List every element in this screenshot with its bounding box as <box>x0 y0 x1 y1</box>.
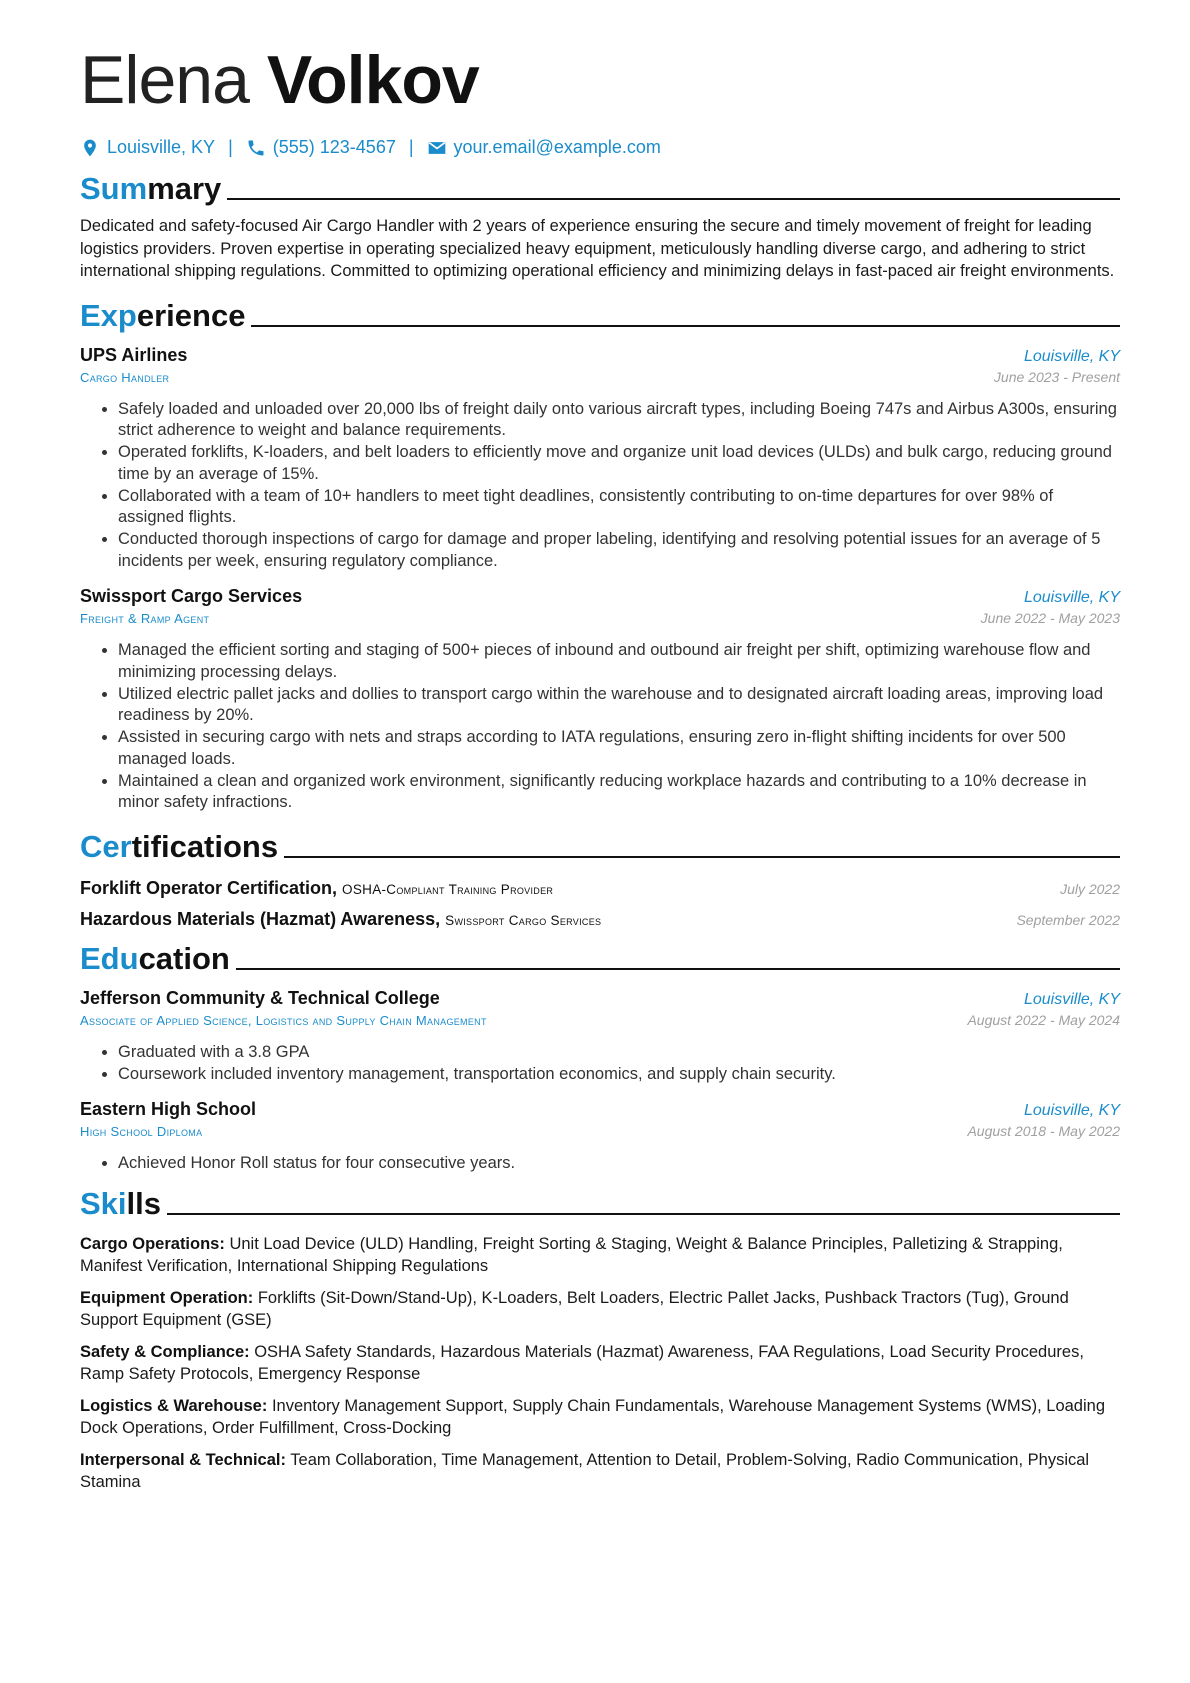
certification-date: July 2022 <box>1060 880 1120 897</box>
bullet-list <box>80 1042 1120 1086</box>
candidate-name <box>80 40 1120 120</box>
skills-list <box>80 1233 1120 1494</box>
bullet-item: • Achieved Honor Roll status for four consecutive years. <box>118 1153 1120 1175</box>
entry-location: Louisville, KY <box>1023 990 1120 1008</box>
contact-separator: | <box>408 137 414 157</box>
section-title: Summary <box>80 171 222 206</box>
experience-list <box>80 345 1120 814</box>
education-heading <box>80 936 1120 976</box>
contact-bar <box>80 137 1120 158</box>
certification-issuer: Swissport Cargo Services <box>445 912 602 928</box>
contact-phone[interactable] <box>246 137 396 158</box>
experience-entry <box>80 345 1120 573</box>
experience-heading <box>80 293 1120 333</box>
entry-location: Louisville, KY <box>1023 347 1120 365</box>
certification-entry: Hazardous Materials (Hazmat) Awareness, Swissport Cargo Services September 2022 <box>80 908 1120 929</box>
phone-text: (555) 123-4567 <box>272 137 396 157</box>
skill-category: Logistics & Warehouse: <box>80 1396 268 1415</box>
certification-entry: Forklift Operator Certification, OSHA-Compliant Training Provider July 2022 <box>80 877 1120 898</box>
last-name: Volkov <box>266 42 479 118</box>
skill-category: Equipment Operation: <box>80 1288 254 1307</box>
resume-page <box>80 0 1120 1494</box>
skill-values: Team Collaboration, Time Management, Attention to Detail, Problem-Solving, Radio Communication, Physical Stamina <box>80 1450 1090 1491</box>
degree-title: High School Diploma <box>80 1124 203 1139</box>
section-title: Experience <box>80 297 246 333</box>
bullet-item: • Utilized electric pallet jacks and dollies to transport cargo within the warehouse and to designated aircraft loading areas, improving load readiness by 20%. <box>118 684 1120 727</box>
summary-heading <box>80 166 1120 206</box>
section-divider <box>284 856 1120 858</box>
section-divider <box>251 325 1120 327</box>
skill-category: Safety & Compliance: <box>80 1342 250 1361</box>
bullet-item: • Coursework included inventory management, transportation economics, and supply chain security. <box>118 1064 1120 1086</box>
section-divider <box>167 1213 1120 1215</box>
section-title: Certifications <box>80 828 279 864</box>
bullet-item: • Operated forklifts, K-loaders, and belt loaders to efficiently move and organize unit load devices (ULDs) and bulk cargo, reducing ground time by an average of 15%. <box>118 442 1120 485</box>
skill-group <box>80 1449 1120 1494</box>
entry-location: Louisville, KY <box>1023 589 1120 606</box>
bullet-item: • Graduated with a 3.8 GPA <box>118 1042 1120 1064</box>
section-divider <box>227 198 1120 200</box>
bullet-item: • Assisted in securing cargo with nets and straps according to IATA regulations, ensuring zero in-flight shifting incidents for over 500 managed loads. <box>118 727 1120 770</box>
envelope-icon <box>427 138 447 158</box>
entry-dates: August 2018 - May 2022 <box>967 1123 1120 1139</box>
degree-title: Associate of Applied Science, Logistics and Supply Chain Management <box>80 1012 487 1028</box>
experience-entry <box>80 586 1120 814</box>
skill-group <box>80 1341 1120 1386</box>
location-pin-icon <box>80 138 100 158</box>
section-title: Education <box>80 940 230 976</box>
bullet-list <box>80 640 1120 814</box>
employer-name: UPS Airlines <box>80 344 188 365</box>
skill-values: Unit Load Device (ULD) Handling, Freight Sorting & Staging, Weight & Balance Principles, Palletizing & Strapping, Manifest Verification, International Shipping Regulations <box>80 1234 1063 1275</box>
bullet-list <box>80 399 1120 573</box>
bullet-item: • Safely loaded and unloaded over 20,000 lbs of freight daily onto various aircraft types, including Boeing 747s and Airbus A300s, ensuring strict adherence to weight and balance requirements. <box>118 399 1120 442</box>
education-entry <box>80 988 1120 1086</box>
certifications-heading <box>80 824 1120 864</box>
contact-separator: | <box>228 137 233 157</box>
contact-location <box>80 137 215 158</box>
job-title: Freight & Ramp Agent <box>80 611 210 626</box>
phone-icon <box>246 138 266 158</box>
bullet-item: • Conducted thorough inspections of cargo for damage and proper labeling, identifying and resolving potential issues for an average of 5 incidents per week, ensuring regulatory compliance. <box>118 529 1120 572</box>
entry-location: Louisville, KY <box>1023 1102 1120 1119</box>
bullet-item: • Maintained a clean and organized work environment, significantly reducing workplace hazards and contributing to a 10% decrease in minor safety infractions. <box>118 771 1120 814</box>
certification-list <box>80 878 1120 930</box>
entry-dates: June 2022 - May 2023 <box>980 610 1120 626</box>
skill-category: Interpersonal & Technical: <box>80 1450 286 1469</box>
first-name: Elena <box>80 42 249 118</box>
certification-title: Forklift Operator Certification <box>80 877 333 898</box>
school-name: Jefferson Community & Technical College <box>80 987 440 1008</box>
job-title: Cargo Handler <box>80 369 170 385</box>
skill-category: Cargo Operations: <box>80 1234 225 1253</box>
certification-title: Hazardous Materials (Hazmat) Awareness <box>80 908 436 929</box>
skill-group <box>80 1233 1120 1278</box>
skill-values: Forklifts (Sit-Down/Stand-Up), K-Loaders, Belt Loaders, Electric Pallet Jacks, Pushback Tractors (Tug), Ground Support Equipment (GSE) <box>80 1288 1069 1329</box>
email-text: your.email@example.com <box>453 137 661 157</box>
entry-dates: June 2023 - Present <box>993 368 1120 385</box>
entry-dates: August 2022 - May 2024 <box>967 1011 1120 1028</box>
skill-group <box>80 1395 1120 1440</box>
section-title: Skills <box>80 1185 161 1221</box>
bullet-item: • Collaborated with a team of 10+ handlers to meet tight deadlines, consistently contributing to on-time departures for over 98% of assigned flights. <box>118 486 1120 529</box>
bullet-list <box>80 1153 1120 1175</box>
section-divider <box>236 968 1120 970</box>
bullet-item: • Managed the efficient sorting and staging of 500+ pieces of inbound and outbound air freight per shift, optimizing warehouse flow and minimizing processing delays. <box>118 640 1120 683</box>
skill-values: Inventory Management Support, Supply Chain Fundamentals, Warehouse Management Systems (WMS), Loading Dock Operations, Order Fulfillment, Cross-Docking <box>80 1396 1105 1437</box>
education-entry <box>80 1099 1120 1175</box>
skill-values: OSHA Safety Standards, Hazardous Materials (Hazmat) Awareness, FAA Regulations, Load Security Procedures, Ramp Safety Protocols, Emergency Response <box>80 1342 1084 1383</box>
summary-text: Dedicated and safety-focused Air Cargo Handler with 2 years of experience ensuring the secure and timely movement of freight for leading logistics providers. Proven expertise in operating specialized heavy equipment, meticulously handling diverse cargo, and adhering to strict international shipping regulations. Committed to optimizing operational efficiency and minimizing delays in fast-paced air freight environments. <box>80 217 1115 280</box>
certification-date: September 2022 <box>1016 911 1120 928</box>
school-name: Eastern High School <box>80 1099 257 1119</box>
employer-name: Swissport Cargo Services <box>80 586 303 606</box>
certification-issuer: OSHA-Compliant Training Provider <box>342 881 554 897</box>
skill-group <box>80 1287 1120 1332</box>
education-list <box>80 988 1120 1175</box>
contact-email[interactable] <box>427 137 661 158</box>
skills-heading <box>80 1181 1120 1221</box>
location-text: Louisville, KY <box>107 137 216 157</box>
